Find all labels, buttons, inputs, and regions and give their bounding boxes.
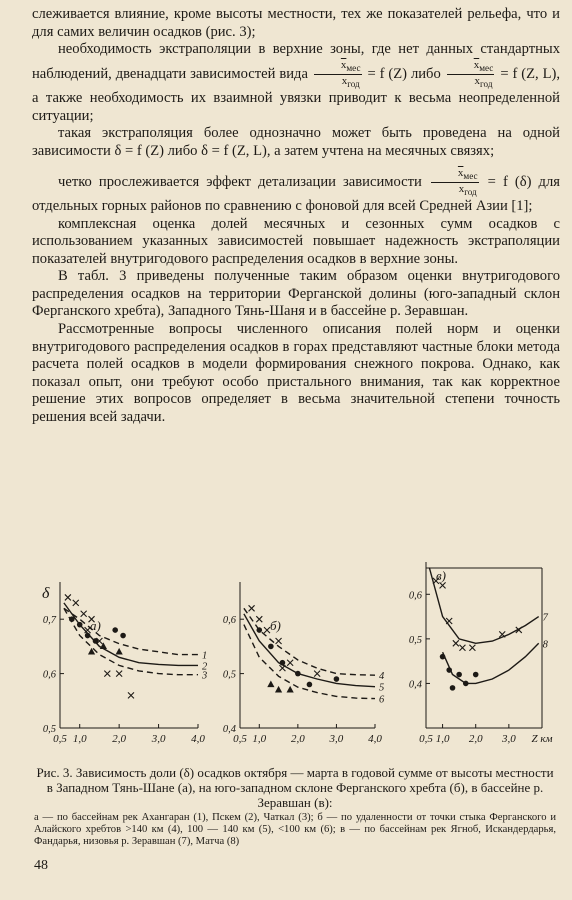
data-point-cross: [73, 600, 79, 606]
paragraph: комплексная оценка долей месячных и сезонных сумм осадков с использованием указанных зависимостей повышает надежность экстраполяции показателей внутригодового распределения осадков в верхние зоны.: [32, 215, 560, 267]
fraction: $\frac{\overline{x}_{мес}}{x_{год}}$: [431, 167, 479, 198]
data-point-triangle: [267, 680, 274, 687]
fraction: $\frac{\overline{x}_{мес}}{x_{год}}$: [314, 59, 362, 90]
data-point-cross: [116, 671, 122, 677]
x-tick-label: 2,0: [468, 733, 483, 745]
y-tick-label: 0,5: [408, 634, 422, 646]
data-point-dot: [463, 681, 469, 687]
data-point-cross: [279, 665, 285, 671]
data-point-cross: [276, 638, 282, 644]
paragraph: четко прослеживается эффект детализации зависимости $\frac{\overline{x}_{мес}}{x_{год}}$ = f (δ) для отдельных горных районов по сравнению с фоновой для всей Средней Азии [1];: [32, 166, 560, 214]
y-tick-label: 0,6: [42, 669, 56, 681]
data-point-dot: [334, 676, 340, 682]
paragraph-text: = f (Z, L), а также необходимость их взаимной увязки приводит к весьма неопределенной ситуации;: [32, 65, 561, 124]
x-tick-label: 1,0: [72, 733, 87, 745]
page-number: 48: [34, 858, 48, 873]
paragraph: слеживается влияние, кроме высоты местности, тех же показателей рельефа, что и для самих величин осадков (рис. 3);: [32, 6, 560, 40]
x-tick-label: 4,0: [368, 733, 382, 745]
y-tick-label: 0,4: [408, 679, 422, 691]
data-point-dot: [450, 685, 456, 691]
caption-main: Рис. 3. Зависимость доли (δ) осадков октября — марта в годовой сумме от высоты местности в Западном Тянь-Шане (а), на юго-западном склоне Ферганского хребта (б), в бассейне р. Зеравшан (в):: [36, 765, 554, 810]
panel-label: б): [270, 618, 281, 633]
x-tick-label: 3,0: [329, 733, 344, 745]
data-point-cross: [469, 645, 475, 651]
series-curve-8: [443, 643, 539, 683]
series-label: 5: [379, 682, 385, 694]
panel-label: в): [436, 568, 446, 583]
y-axis-label: δ: [42, 585, 50, 602]
x-tick-label: Z км: [531, 733, 553, 745]
x-tick-label: 1,0: [435, 733, 450, 745]
y-tick-label: 0,7: [42, 615, 56, 627]
data-point-dot: [456, 672, 462, 678]
data-point-cross: [287, 660, 293, 666]
fraction: $\frac{\overline{x}_{мес}}{x_{год}}$: [447, 59, 495, 90]
x-tick-label: 1,0: [252, 733, 267, 745]
data-point-dot: [85, 633, 91, 639]
series-curve-2: [64, 603, 198, 666]
series-curve-5: [244, 614, 375, 687]
chart-panel: [42, 582, 208, 745]
data-point-dot: [280, 660, 286, 666]
data-point-dot: [93, 638, 99, 644]
data-point-triangle: [275, 686, 282, 693]
series-curve-4: [244, 608, 375, 675]
data-point-triangle: [287, 686, 294, 693]
x-tick-label: 3,0: [151, 733, 166, 745]
series-label: 1: [202, 650, 208, 662]
series-curve-6: [244, 625, 375, 699]
y-tick-label: 0,5: [42, 724, 56, 735]
data-point-triangle: [116, 648, 123, 655]
data-point-cross: [249, 605, 255, 611]
figure-caption: [34, 765, 556, 848]
y-tick-label: 0,4: [222, 724, 236, 735]
paragraph: такая экстраполяция более однозначно может быть проведена на одной зависимости δ = f (Z) либо δ = f (Z, L), а затем учтена на месячных связях;: [32, 125, 560, 159]
data-point-cross: [314, 671, 320, 677]
x-tick-label: 0,5: [53, 733, 67, 745]
paragraph-text: необходимость экстраполяции в верхние зоны, где нет данных стандартных наблюдений, двенадцати зависимостей вида: [32, 41, 560, 82]
x-tick-label: 2,0: [112, 733, 127, 745]
data-point-dot: [69, 616, 75, 622]
paragraph: [32, 41, 560, 125]
data-point-cross: [65, 594, 71, 600]
series-label: 2: [202, 661, 208, 673]
x-tick-label: 0,5: [233, 733, 247, 745]
data-point-dot: [440, 654, 446, 660]
data-point-dot: [307, 682, 313, 688]
data-point-cross: [128, 692, 134, 698]
data-point-triangle: [100, 642, 107, 649]
y-tick-label: 0,5: [222, 669, 236, 681]
figure-3-charts: [30, 560, 560, 770]
data-point-cross: [453, 640, 459, 646]
x-tick-label: 2,0: [290, 733, 305, 745]
series-label: 7: [542, 612, 548, 624]
data-point-cross: [440, 582, 446, 588]
series-label: 4: [379, 671, 385, 683]
data-point-dot: [446, 667, 452, 673]
series-curve-1: [64, 608, 198, 654]
data-point-cross: [104, 671, 110, 677]
data-point-dot: [120, 633, 126, 639]
data-point-dot: [295, 671, 301, 677]
body-text: [32, 6, 560, 427]
chart-panel: [223, 582, 385, 745]
panel-label: а): [90, 618, 101, 633]
series-label: 6: [379, 694, 385, 706]
data-point-dot: [77, 622, 83, 628]
data-point-cross: [446, 618, 452, 624]
figure-3: [30, 560, 560, 770]
paragraph-text: = f (Z) либо: [367, 65, 441, 82]
data-point-cross: [459, 645, 465, 651]
chart-panel: [409, 562, 553, 745]
data-point-dot: [256, 627, 262, 633]
series-label: 3: [202, 670, 208, 682]
data-point-cross: [81, 611, 87, 617]
data-point-dot: [112, 627, 118, 633]
y-tick-label: 0,6: [222, 615, 236, 627]
x-tick-label: 4,0: [191, 733, 205, 745]
paragraph: В табл. 3 приведены полученные таким образом оценки внутригодового распределения осадков на территории Ферганской долины (юго-западный склон Ферганского хребта), Западного Тянь-Шаня и в бассейне р. Зеравшан.: [32, 268, 560, 320]
data-point-dot: [268, 644, 274, 650]
data-point-cross: [256, 616, 262, 622]
x-tick-label: 3,0: [501, 733, 516, 745]
caption-legend: а — по бассейнам рек Ахангаран (1), Пскем (2), Чаткал (3); б — по удаленности от точки стыка Ферганского и Алайского хребтов >140 км (4), 100 — 140 км (5), <100 км (6); в — по бассейнам рек Ягноб, Искандердарья, Фандарья, низовья р. Зеравшан (7), Матча (8): [34, 812, 556, 847]
series-label: 8: [542, 639, 548, 651]
y-tick-label: 0,6: [408, 590, 422, 602]
data-point-dot: [473, 672, 479, 678]
paragraph: Рассмотренные вопросы численного описания полей норм и оценки внутригодового распределения осадков в горах представляют частные блоки метода расчета полей осадков в модели формирования снежного покрова. Однако, как показал опыт, они требуют особо пристального внимания, так как корректное решение этих вопросов определяет в весьма значительной степени точность решения всей задачи.: [32, 321, 560, 426]
x-tick-label: 0,5: [419, 733, 433, 745]
